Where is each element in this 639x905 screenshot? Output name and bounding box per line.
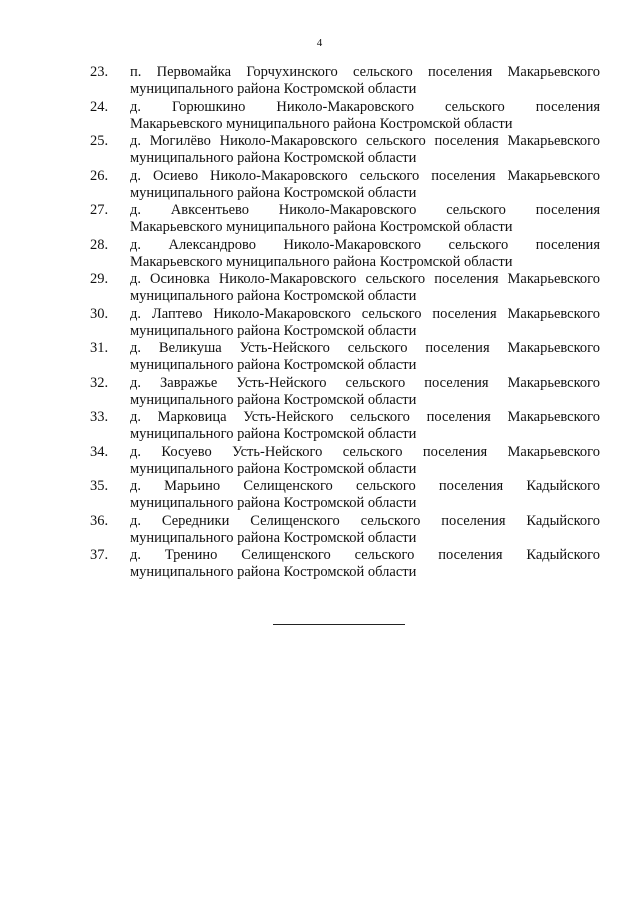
list-item (90, 202, 600, 237)
list-item (90, 133, 600, 168)
item-text (130, 340, 600, 374)
settlement-list (90, 64, 600, 582)
list-item (90, 306, 600, 341)
list-item (90, 237, 600, 272)
item-line-2: Макарьевского муниципального района Костромской области (130, 219, 513, 235)
item-line-1: п. Первомайка Горчухинского сельского поселения Макарьевского (130, 64, 600, 80)
item-line-2: Макарьевского муниципального района Костромской области (130, 253, 513, 270)
item-text (130, 375, 600, 409)
item-number: 30. (90, 305, 109, 322)
item-line-2: муниципального района Костромской области (130, 322, 417, 339)
closing-rule (273, 624, 405, 625)
item-line-2: Макарьевского муниципального района Костромской области (130, 115, 513, 132)
item-line-2: муниципального района Костромской области (130, 357, 417, 373)
item-line-2: муниципального района Костромской области (130, 564, 417, 580)
item-number: 33. (90, 409, 109, 425)
item-line-2: муниципального района Костромской области (130, 426, 417, 442)
item-line-1: д. Середники Селищенского сельского поселения Кадыйского (130, 512, 600, 529)
item-text (130, 202, 600, 236)
item-text (130, 271, 600, 305)
item-line-1: д. Авксентьево Николо-Макаровского сельского поселения (130, 202, 600, 218)
list-item (90, 271, 600, 306)
item-line-1: д. Косуево Усть-Нейского сельского поселения Макарьевского (130, 443, 600, 460)
item-line-2: муниципального района Костромской области (130, 460, 417, 477)
list-item (90, 64, 600, 99)
item-text (130, 478, 600, 512)
item-number: 23. (90, 64, 109, 80)
item-line-2: муниципального района Костромской области (130, 150, 417, 166)
item-line-2: муниципального района Костромской области (130, 529, 417, 546)
list-item (90, 340, 600, 375)
item-text (130, 133, 600, 167)
item-line-1: д. Марковица Усть-Нейского сельского поселения Макарьевского (130, 409, 600, 425)
list-item (90, 409, 600, 444)
item-line-1: д. Александрово Николо-Макаровского сельского поселения (130, 236, 600, 253)
item-line-1: д. Лаптево Николо-Макаровского сельского поселения Макарьевского (130, 305, 600, 322)
list-item (90, 375, 600, 410)
item-line-1: д. Осиево Николо-Макаровского сельского поселения Макарьевского (130, 167, 600, 184)
item-number: 32. (90, 374, 109, 391)
page-number: 4 (316, 37, 323, 49)
item-line-1: д. Великуша Усть-Нейского сельского поселения Макарьевского (130, 340, 600, 356)
list-item (90, 478, 600, 513)
list-item (90, 99, 600, 134)
item-text (130, 168, 600, 202)
item-line-2: муниципального района Костромской области (130, 495, 417, 511)
item-text (130, 547, 600, 581)
item-text (130, 306, 600, 340)
item-number: 27. (90, 202, 109, 218)
item-number: 28. (90, 236, 109, 253)
item-text (130, 237, 600, 271)
item-line-1: д. Завражье Усть-Нейского сельского поселения Макарьевского (130, 374, 600, 391)
item-number: 35. (90, 478, 109, 494)
item-text (130, 99, 600, 133)
item-line-1: д. Осиновка Николо-Макаровского сельского поселения Макарьевского (130, 271, 600, 287)
item-line-1: д. Горюшкино Николо-Макаровского сельского поселения (130, 98, 600, 115)
item-number: 24. (90, 98, 109, 115)
item-line-2: муниципального района Костромской области (130, 184, 417, 201)
list-item (90, 547, 600, 582)
item-text (130, 513, 600, 547)
list-item (90, 168, 600, 203)
item-text (130, 409, 600, 443)
item-line-2: муниципального района Костромской области (130, 288, 417, 304)
item-number: 37. (90, 547, 109, 563)
item-number: 26. (90, 167, 109, 184)
item-number: 31. (90, 340, 109, 356)
list-item (90, 513, 600, 548)
item-number: 25. (90, 133, 109, 149)
item-number: 34. (90, 443, 109, 460)
item-number: 36. (90, 512, 109, 529)
list-item (90, 444, 600, 479)
item-line-1: д. Тренино Селищенского сельского поселения Кадыйского (130, 547, 600, 563)
item-text (130, 64, 600, 98)
item-line-2: муниципального района Костромской области (130, 81, 417, 97)
item-number: 29. (90, 271, 109, 287)
item-line-2: муниципального района Костромской области (130, 391, 417, 408)
item-line-1: д. Марьино Селищенского сельского поселения Кадыйского (130, 478, 600, 494)
item-text (130, 444, 600, 478)
item-line-1: д. Могилёво Николо-Макаровского сельского поселения Макарьевского (130, 133, 600, 149)
